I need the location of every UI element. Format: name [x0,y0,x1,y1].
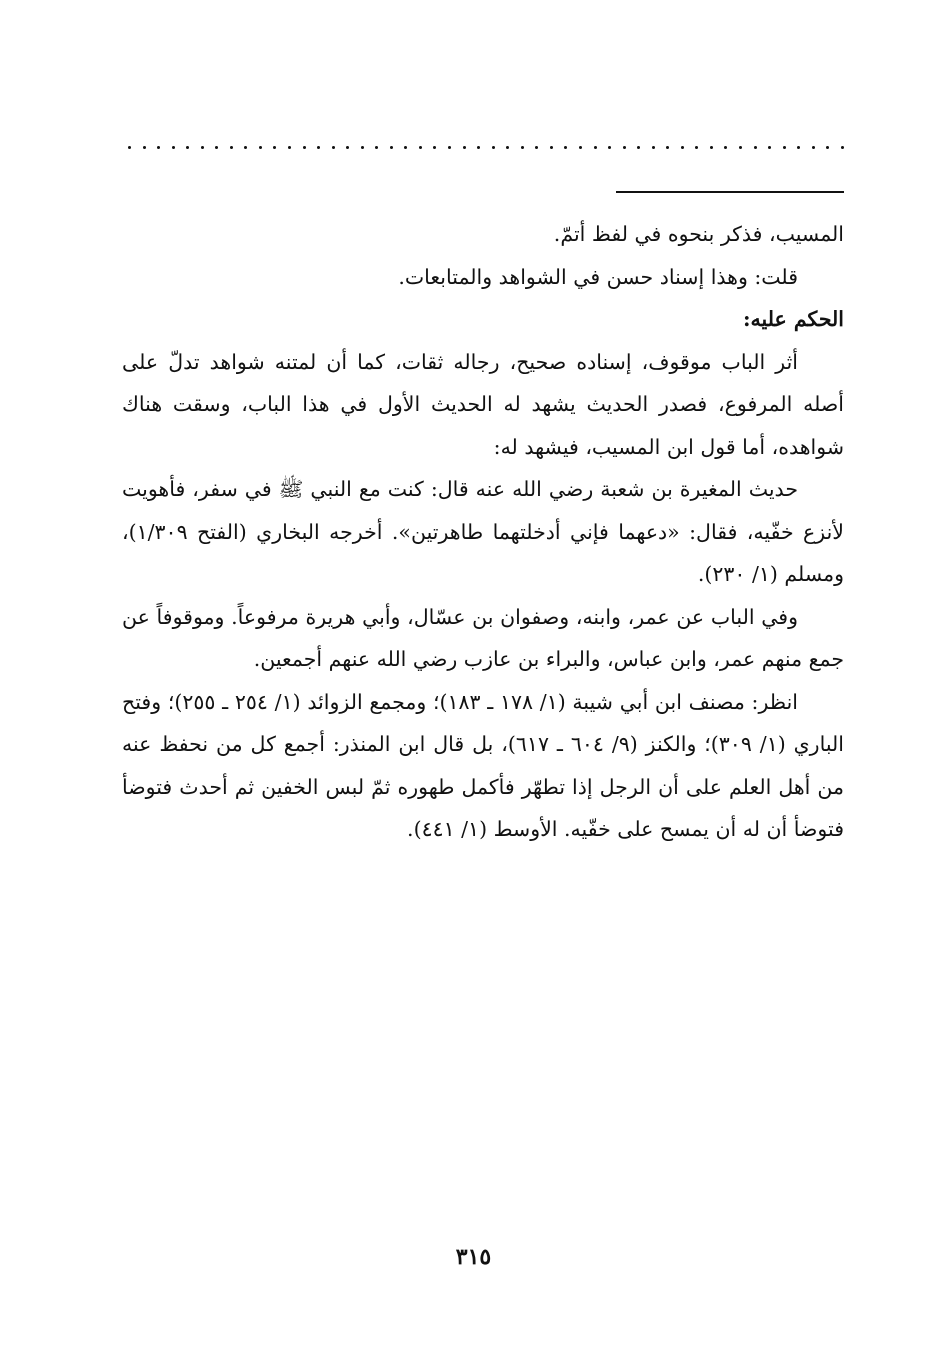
section-heading: الحكم عليه: [742,307,844,331]
paragraph-references: انظر: مصنف ابن أبي شيبة (١/ ١٧٨ ـ ١٨٣)؛ ومجمع الزوائد (١/ ٢٥٤ ـ ٢٥٥)؛ وفتح الباري (١/ ٣٠٩)؛ والكنز (٩/ ٦٠٤ ـ ٦١٧)، بل قال ابن المنذر: أجمع كل من نحفظ عنه من أهل العلم على أن الرجل إذا تطهّر فأكمل طهوره ثمّ لبس الخفين ثم أحدث فتوضأ فتوضأ أن له أن يمسح على خفّيه. الأوسط (١/ ٤٤١). [122,689,844,841]
separator-dot [273,146,276,149]
separator-dot [375,146,378,149]
separator-dot [826,146,829,149]
separator-dot [172,146,175,149]
paragraph-ruling: أثر الباب موقوف، إسناده صحيح، رجاله ثقات، كما أن لمتنه شواهد تدلّ على أصله المرفوع، فصدر الحديث يشهد له الحديث الأول في هذا الباب، وسقت هناك شواهده، أما قول ابن المسيب، فيشهد له: [122,349,844,459]
separator-dot [433,146,436,149]
separator-dot [477,146,480,149]
separator-dot [521,146,524,149]
separator-dot [346,146,349,149]
separator-dot [695,146,698,149]
separator-dot [128,146,131,149]
separator-dot [230,146,233,149]
separator-dot [666,146,669,149]
page-number: ٣١٥ [455,1244,492,1270]
separator-dot [724,146,727,149]
separator-dot [652,146,655,149]
separator-dot [710,146,713,149]
separator-dot [303,146,306,149]
separator-dot [637,146,640,149]
separator-dot [317,146,320,149]
separator-dot [681,146,684,149]
paragraph-chapter-reports: وفي الباب عن عمر، وابنه، وصفوان بن عسّال، وأبي هريرة مرفوعاً. وموقوفاً عن جمع منهم عمر، وابن عباس، والبراء بن عازب رضي الله عنهم أجمعين. [122,604,844,671]
footnote-rule [616,191,844,193]
separator-dot [550,146,553,149]
separator-dot [564,146,567,149]
separator-dot [186,146,189,149]
separator-dot [404,146,407,149]
paragraph-continuation: المسيب، فذكر بنحوه في لفظ أتمّ. [553,222,844,246]
separator-dot [812,146,815,149]
separator-dot [783,146,786,149]
page-body [122,210,844,851]
separator-dot [579,146,582,149]
separator-dot [244,146,247,149]
separator-dot [419,146,422,149]
separator-dot [608,146,611,149]
separator-dot [215,146,218,149]
separator-dot [623,146,626,149]
dotted-separator [128,142,844,152]
separator-dot [463,146,466,149]
separator-dot [361,146,364,149]
separator-dot [594,146,597,149]
separator-dot [492,146,495,149]
paragraph-note: قلت: وهذا إسناد حسن في الشواهد والمتابعات. [398,264,798,289]
separator-dot [448,146,451,149]
separator-dot [841,146,844,149]
separator-dot [157,146,160,149]
separator-dot [535,146,538,149]
separator-dot [143,146,146,149]
separator-dot [797,146,800,149]
separator-dot [201,146,204,149]
paragraph-hadith: حديث المغيرة بن شعبة رضي الله عنه قال: كنت مع النبي ﷺ في سفر، فأهويت لأنزع خفّيه، فقال: «دعهما فإني أدخلتهما طاهرتين». أخرجه البخاري (الفتح ١/٣٠٩)، ومسلم (١/ ٢٣٠). [122,477,844,586]
separator-dot [506,146,509,149]
separator-dot [754,146,757,149]
separator-dot [739,146,742,149]
separator-dot [332,146,335,149]
separator-dot [390,146,393,149]
separator-dot [768,146,771,149]
separator-dot [288,146,291,149]
separator-dot [259,146,262,149]
